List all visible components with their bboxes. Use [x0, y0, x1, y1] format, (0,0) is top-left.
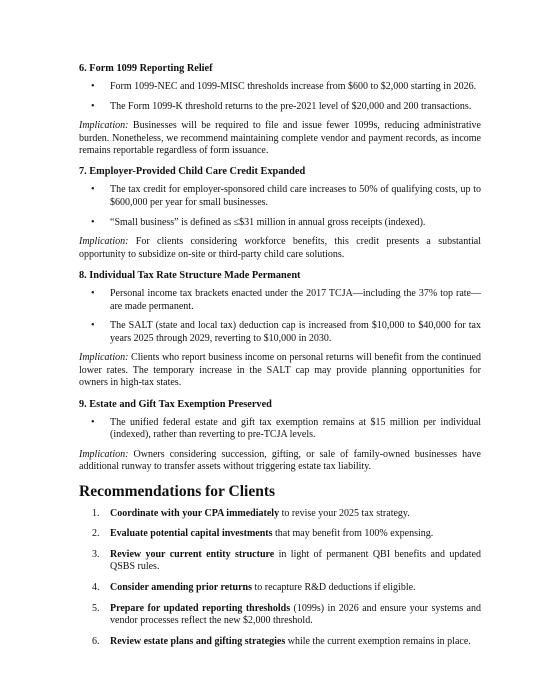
- section-form-1099: [79, 62, 481, 157]
- document-body: [79, 62, 481, 656]
- section-heading: 8. Individual Tax Rate Structure Made Permanent: [79, 270, 301, 281]
- list-item: • The unified federal estate and gift tax exemption remains at $15 million per individual (indexed), rather than reverting to pre-TCJA levels.: [91, 416, 481, 441]
- implication-paragraph: Implication: Businesses will be required to file and issue fewer 1099s, reducing administrative burden. Nonetheless, we recommend maintaining complete vendor and payment records, as income remains reportable regardless of form issuance.: [79, 120, 481, 156]
- recommendations-section: [79, 482, 481, 649]
- section-heading: 9. Estate and Gift Tax Exemption Preserved: [79, 398, 272, 410]
- section-heading: 7. Employer-Provided Child Care Credit Expanded: [79, 166, 306, 178]
- list-item: • The Form 1099-K threshold returns to the pre-2021 level of $20,000 and 200 transactions.: [91, 100, 472, 112]
- recommendations-title: Recommendations for Clients: [79, 482, 276, 500]
- implication-paragraph: Implication: Clients who report business income on personal returns will benefit from the continued lower rates. The temporary increase in the SALT cap may provide planning opportunities for owners in high-tax states.: [79, 352, 481, 389]
- bullet-icon: •: [91, 216, 95, 228]
- bullet-list: [79, 417, 481, 442]
- section-tax-rate-structure: [79, 269, 481, 390]
- bullet-icon: •: [91, 288, 95, 299]
- list-item: 4. Consider amending prior returns to recapture R&D deductions if eligible.: [92, 581, 416, 593]
- bullet-icon: •: [91, 81, 95, 92]
- implication-paragraph: Implication: For clients considering workforce benefits, this credit presents a substantial opportunity to subsidize on-site or third-party child care solutions.: [79, 236, 481, 260]
- list-item: • The SALT (state and local tax) deduction cap is increased from $10,000 to $40,000 for tax years 2025 through 2029, reverting to $10,000 in 2030.: [91, 320, 481, 344]
- list-item: 5. Prepare for updated reporting thresholds (1099s) in 2026 and ensure your systems and vendor processes reflect the new $2,000 threshold.: [92, 602, 481, 627]
- bullet-list: [79, 184, 481, 229]
- recommendations-list: [79, 508, 481, 649]
- section-heading: 6. Form 1099 Reporting Relief: [79, 63, 213, 74]
- bullet-list: [79, 81, 481, 113]
- list-item: 3. Review your current entity structure in light of permanent QBI benefits and updated QSBS rules.: [92, 548, 481, 573]
- list-item: 2. Evaluate potential capital investments that may benefit from 100% expensing.: [92, 528, 434, 540]
- bullet-icon: •: [91, 416, 95, 428]
- bullet-icon: •: [91, 100, 95, 112]
- bullet-icon: •: [91, 184, 95, 196]
- list-item: • Personal income tax brackets enacted under the 2017 TCJA—including the 37% top rate—are made permanent.: [91, 288, 481, 312]
- section-estate-gift-tax: [79, 398, 481, 474]
- bullet-list: [79, 288, 481, 345]
- section-child-care-credit: [79, 165, 481, 261]
- list-item: • The tax credit for employer-sponsored child care increases to 50% of qualifying costs, up to $600,000 per year for small businesses.: [91, 184, 481, 208]
- list-item: • Form 1099-NEC and 1099-MISC thresholds increase from $600 to $2,000 starting in 2026.: [91, 81, 477, 92]
- list-item: 6. Review estate plans and gifting strategies while the current exemption remains in place.: [92, 635, 471, 647]
- implication-paragraph: Implication: Owners considering succession, gifting, or sale of family-owned businesses have additional runway to transfer assets without triggering estate tax liability.: [79, 448, 481, 473]
- list-item: • “Small business” is defined as ≤$31 million in annual gross receipts (indexed).: [91, 216, 426, 228]
- list-item: 1. Coordinate with your CPA immediately to revise your 2025 tax strategy.: [92, 507, 410, 519]
- bullet-icon: •: [91, 320, 95, 332]
